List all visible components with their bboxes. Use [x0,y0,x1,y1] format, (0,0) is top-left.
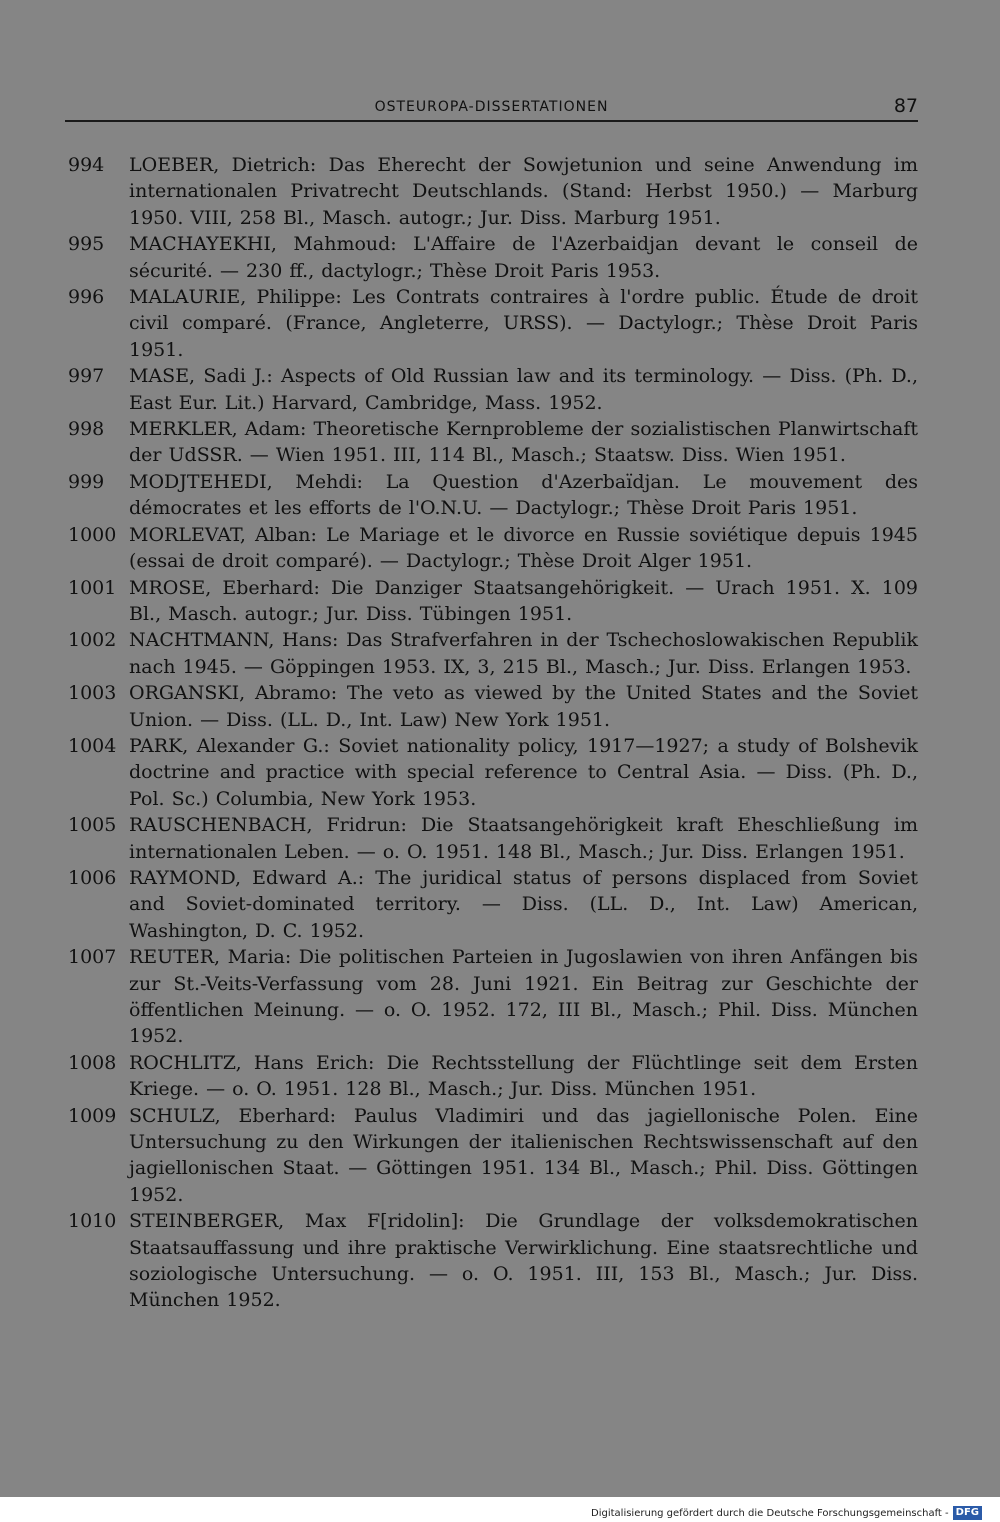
entry-text: MORLEVAT, Alban: Le Mariage et le divorce en Russie soviétique depuis 1945 (essai de droit comparé). — Dactylogr.; Thèse Droit Alger 1951. [129,523,918,573]
entry-number: 1010 [68,1210,117,1233]
entry-number: 1007 [68,946,117,969]
entry-text: LOEBER, Dietrich: Das Eherecht der Sowjetunion und seine Anwendung im internationalen Privatrecht Deutschlands. (Stand: Herbst 1950.) — Marburg 1950. VIII, 258 Bl., Masch. autogr.; Jur. Diss. Marburg 1951. [129,154,918,229]
dfg-logo-icon: DFG [953,1506,982,1520]
bibliography-entry [68,1208,918,1314]
entry-number: 1000 [68,523,117,546]
entry-text: RAYMOND, Edward A.: The juridical status of persons displaced from Soviet and Soviet-dominated territory. — Diss. (LL. D., Int. Law) American, Washington, D. C. 1952. [129,866,918,942]
entry-text: MROSE, Eberhard: Die Danziger Staatsangehörigkeit. — Urach 1951. X. 109 Bl., Masch. autogr.; Jur. Diss. Tübingen 1951. [129,576,918,625]
bibliography-entry [68,416,918,469]
entry-text: MODJTEHEDI, Mehdi: La Question d'Azerbaïdjan. Le mouvement des démocrates et les efforts de l'O.N.U. — Dactylogr.; Thèse Droit Paris 1951. [129,470,918,520]
entry-number: 1004 [68,734,117,757]
page-number: 87 [893,95,918,117]
running-header [65,95,918,127]
entry-number: 997 [68,365,105,388]
entry-text: MACHAYEKHI, Mahmoud: L'Affaire de l'Azerbaidjan devant le conseil de sécurité. — 230 ff., dactylogr.; Thèse Droit Paris 1953. [129,233,918,282]
bibliography-entry [68,865,918,944]
entry-number: 1006 [68,866,117,889]
entry-text: PARK, Alexander G.: Soviet nationality policy, 1917—1927; a study of Bolshevik doctrine and practice with special reference to Central Asia. — Diss. (Ph. D., Pol. Sc.) Columbia, New York 1953. [129,734,918,810]
footer-credit: Digitalisierung gefördert durch die Deutsche Forschungsgemeinschaft - [591,1507,949,1519]
header-rule [65,120,918,122]
entry-text: NACHTMANN, Hans: Das Strafverfahren in der Tschechoslowakischen Republik nach 1945. — Göppingen 1953. IX, 3, 215 Bl., Masch.; Jur. Diss. Erlangen 1953. [129,629,918,678]
entry-number: 1003 [68,682,117,705]
bibliography-entry [68,231,918,284]
entry-number: 995 [68,233,105,256]
bibliography-entry [68,1050,918,1103]
entry-text: SCHULZ, Eberhard: Paulus Vladimiri und das jagiellonische Polen. Eine Untersuchung zu den Wirkungen der italienischen Rechtswissenschaft auf den jagiellonischen Staat. — Göttingen 1951. 134 Bl., Masch.; Phil. Diss. Göttingen 1952. [129,1104,918,1206]
entry-text: STEINBERGER, Max F[ridolin]: Die Grundlage der volksdemokratischen Staatsauffassung und ihre praktische Verwirklichung. Eine staatsrechtliche und soziologische Untersuchung. — o. O. 1951. III, 153 Bl., Masch.; Jur. Diss. München 1952. [129,1210,918,1312]
bibliography-entry [68,627,918,680]
bibliography-entry [68,944,918,1050]
bibliography-entry [68,812,918,865]
entry-number: 1001 [68,576,117,599]
bibliography-entry [68,469,918,522]
entry-text: MASE, Sadi J.: Aspects of Old Russian law and its terminology. — Diss. (Ph. D., East Eur. Lit.) Harvard, Cambridge, Mass. 1952. [129,365,918,414]
bibliography-list [68,152,918,1314]
bibliography-entry [68,680,918,733]
entry-number: 1009 [68,1104,117,1127]
bibliography-entry [68,522,918,575]
entry-text: REUTER, Maria: Die politischen Parteien in Jugoslawien von ihren Anfängen bis zur St.-Veits-Verfassung vom 28. Juni 1921. Ein Beitrag zur Geschichte der öffentlichen Meinung. — o. O. 1952. 172, III Bl., Masch.; Phil. Diss. München 1952. [129,946,918,1048]
entry-number: 996 [68,286,105,309]
digitization-footer [591,1505,982,1521]
entry-text: MERKLER, Adam: Theoretische Kernprobleme der sozialistischen Planwirtschaft der UdSSR. — Wien 1951. III, 114 Bl., Masch.; Staatsw. Diss. Wien 1951. [129,418,918,467]
bibliography-entry [68,152,918,231]
bibliography-entry [68,363,918,416]
entry-number: 1008 [68,1051,117,1074]
entry-text: ROCHLITZ, Hans Erich: Die Rechtsstellung der Flüchtlinge seit dem Ersten Kriege. — o. O. 1951. 128 Bl., Masch.; Jur. Diss. München 1951. [129,1051,918,1101]
entry-number: 998 [68,418,105,441]
entry-number: 1005 [68,814,117,837]
entry-text: ORGANSKI, Abramo: The veto as viewed by the United States and the Soviet Union. — Diss. (LL. D., Int. Law) New York 1951. [129,682,918,731]
bibliography-entry [68,284,918,363]
entry-text: RAUSCHENBACH, Fridrun: Die Staatsangehörigkeit kraft Eheschließung im internationalen Leben. — o. O. 1951. 148 Bl., Masch.; Jur. Diss. Erlangen 1951. [129,814,918,863]
entry-number: 1002 [68,629,117,652]
entry-text: MALAURIE, Philippe: Les Contrats contraires à l'ordre public. Étude de droit civil comparé. (France, Angleterre, URSS). — Dactylogr.; Thèse Droit Paris 1951. [129,286,918,361]
bibliography-entry [68,575,918,628]
entry-number: 999 [68,470,105,493]
bibliography-entry [68,733,918,812]
running-title: OSTEUROPA-DISSERTATIONEN [374,99,609,115]
entry-number: 994 [68,154,105,176]
bibliography-entry [68,1103,918,1209]
